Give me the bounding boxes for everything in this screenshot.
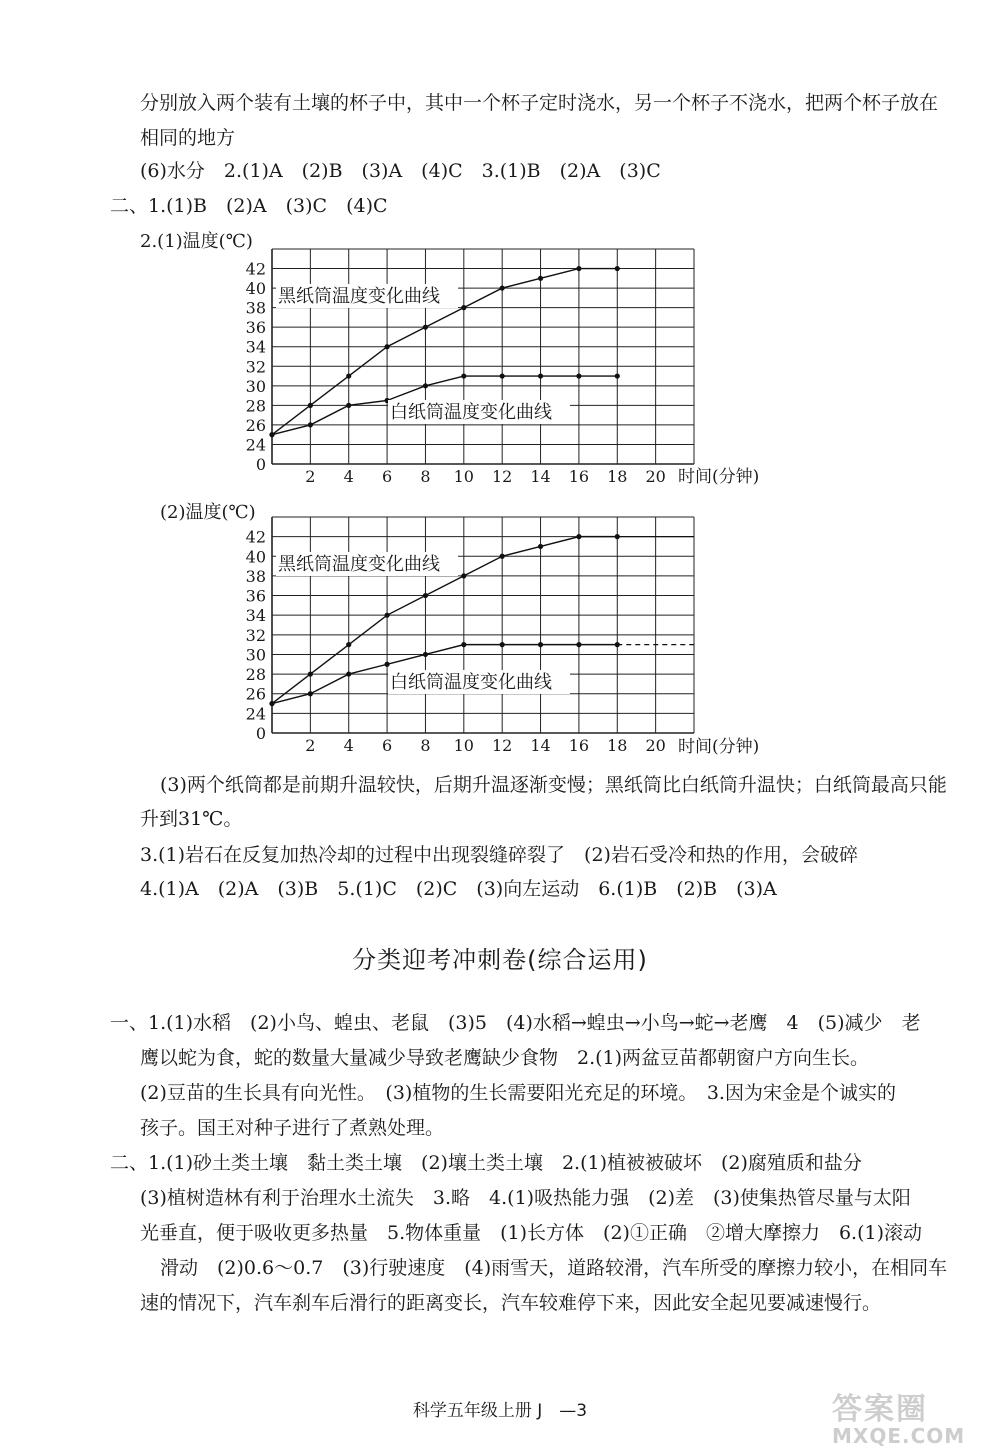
answer-line-6: 升到31℃。 <box>140 808 243 830</box>
chart-1-title: 2.(1)温度(℃) <box>140 231 253 252</box>
data-point <box>461 573 466 578</box>
data-point <box>576 266 581 271</box>
x-tick-label: 8 <box>420 467 431 486</box>
y-tick-label: 26 <box>245 684 266 704</box>
x-tick-label: 10 <box>453 467 474 486</box>
section-line-1: 一、1.(1)水稻 (2)小鸟、蝗虫、老鼠 (3)5 (4)水稻→蝗虫→小鸟→蛇→老鹰 4 (5)减少 老 <box>110 1012 921 1034</box>
answer-line-2: 相同的地方 <box>140 127 236 149</box>
x-tick-label: 12 <box>492 467 513 486</box>
y-tick-label: 42 <box>245 527 266 547</box>
data-point <box>576 373 581 378</box>
section-line-3: (2)豆苗的生长具有向光性。 (3)植物的生长需要阳光充足的环境。 3.因为宋金是个诚实的 <box>140 1082 896 1104</box>
x-tick-label: 18 <box>607 736 628 755</box>
data-point <box>346 403 351 408</box>
data-point <box>500 642 505 647</box>
data-point <box>576 642 581 647</box>
x-tick-label: 20 <box>645 736 666 755</box>
data-point <box>384 613 389 618</box>
x-tick-label: 2 <box>305 467 316 486</box>
answer-line-5: (3)两个纸筒都是前期升温较快，后期升温逐渐变慢；黑纸筒比白纸筒升温快；白纸筒最高只能 <box>160 774 947 796</box>
y-tick-label: 28 <box>245 665 266 685</box>
x-tick-label: 16 <box>568 736 590 755</box>
x-tick-label: 8 <box>420 736 431 755</box>
data-point <box>615 266 620 271</box>
y-tick-label: 24 <box>245 435 266 455</box>
data-point <box>308 422 313 427</box>
data-point <box>423 325 428 330</box>
black-curve-label: 黑纸筒温度变化曲线 <box>278 554 440 575</box>
data-point <box>538 276 543 281</box>
watermark-small: MXQE.COM <box>832 1424 966 1448</box>
chart-2-xlabel: 时间(分钟) <box>678 737 760 757</box>
data-point <box>461 305 466 310</box>
data-point <box>346 671 351 676</box>
y-tick-label: 26 <box>245 415 266 435</box>
data-point <box>384 344 389 349</box>
y-tick-label: 40 <box>245 279 266 299</box>
y-tick-label: 36 <box>245 318 266 338</box>
data-point <box>461 642 466 647</box>
data-point <box>346 373 351 378</box>
answer-line-7: 3.(1)岩石在反复加热冷却的过程中出现裂缝碎裂了 (2)岩石受冷和热的作用，会破碎 <box>140 844 858 866</box>
page-footer: 科学五年级上册 J —3 <box>412 1401 588 1421</box>
x-tick-label: 10 <box>453 736 474 755</box>
site-watermark <box>832 1384 982 1448</box>
y-tick-label: 42 <box>245 259 266 279</box>
answer-line-3: (6)水分 2.(1)A (2)B (3)A (4)C 3.(1)B (2)A (3)C <box>140 160 661 182</box>
watermark-big: 答案圈 <box>832 1392 928 1427</box>
y-tick-label: 0 <box>255 455 266 474</box>
data-point <box>384 662 389 667</box>
x-tick-label: 6 <box>381 467 393 486</box>
black-curve-label: 黑纸筒温度变化曲线 <box>278 286 440 307</box>
y-tick-label: 34 <box>245 337 266 357</box>
data-point <box>538 373 543 378</box>
y-tick-label: 32 <box>245 357 266 377</box>
answer-line-1: 分别放入两个装有土壤的杯子中，其中一个杯子定时浇水，另一个杯子不浇水，把两个杯子放在 <box>140 92 939 114</box>
data-point <box>500 554 505 559</box>
data-point <box>308 691 313 696</box>
data-point <box>500 373 505 378</box>
y-tick-label: 30 <box>245 645 266 665</box>
data-point <box>538 642 543 647</box>
section-line-8: 滑动 (2)0.6～0.7 (3)行驶速度 (4)雨雪天，道路较滑，汽车所受的摩擦力较小，在相同车 <box>160 1257 948 1279</box>
chart-1-temperature-curve <box>140 231 759 487</box>
x-tick-label: 4 <box>343 736 354 755</box>
x-tick-label: 14 <box>530 467 551 486</box>
x-tick-label: 2 <box>305 736 316 755</box>
y-tick-label: 38 <box>245 566 266 586</box>
x-tick-label: 20 <box>645 467 666 486</box>
y-tick-label: 36 <box>245 586 266 606</box>
x-tick-label: 16 <box>568 467 590 486</box>
section-line-9: 速的情况下，汽车刹车后滑行的距离变长，汽车较难停下来，因此安全起见要减速慢行。 <box>140 1292 882 1314</box>
y-tick-label: 0 <box>255 724 266 743</box>
y-tick-label: 38 <box>245 298 266 318</box>
chart-2-title: (2)温度(℃) <box>160 502 256 523</box>
answer-line-8: 4.(1)A (2)A (3)B 5.(1)C (2)C (3)向左运动 6.(1)B (2)B (3)A <box>140 878 777 900</box>
y-tick-label: 30 <box>245 376 266 396</box>
data-point <box>423 383 428 388</box>
y-tick-label: 34 <box>245 606 266 626</box>
section-title: 分类迎考冲刺卷(综合运用) <box>352 946 648 974</box>
x-tick-label: 4 <box>343 467 354 486</box>
x-tick-label: 14 <box>530 736 551 755</box>
data-point <box>308 403 313 408</box>
white-curve-label: 白纸筒温度变化曲线 <box>390 672 552 693</box>
y-tick-label: 28 <box>245 396 266 416</box>
data-point <box>500 285 505 290</box>
data-point <box>308 671 313 676</box>
data-point <box>269 701 274 706</box>
x-tick-label: 18 <box>607 467 628 486</box>
data-point <box>423 652 428 657</box>
y-tick-label: 32 <box>245 625 266 645</box>
section-line-6: (3)植树造林有利于治理水土流失 3.略 4.(1)吸热能力强 (2)差 (3)使集热管尽量与太阳 <box>140 1187 911 1209</box>
data-point <box>461 373 466 378</box>
data-point <box>576 534 581 539</box>
answer-line-4: 二、1.(1)B (2)A (3)C (4)C <box>110 195 388 217</box>
data-point <box>538 544 543 549</box>
x-tick-label: 12 <box>492 736 513 755</box>
data-point <box>423 593 428 598</box>
y-tick-label: 40 <box>245 547 266 567</box>
chart-1-xlabel: 时间(分钟) <box>678 467 760 487</box>
data-point <box>269 432 274 437</box>
white-curve-label: 白纸筒温度变化曲线 <box>390 402 552 423</box>
y-tick-label: 24 <box>245 704 266 724</box>
section-line-7: 光垂直，便于吸收更多热量 5.物体重量 (1)长方体 (2)①正确 ②增大摩擦力 6.(1)滚动 <box>140 1222 922 1244</box>
data-point <box>346 642 351 647</box>
data-point <box>615 373 620 378</box>
section-line-2: 鹰以蛇为食，蛇的数量大量减少导致老鹰缺少食物 2.(1)两盆豆苗都朝窗户方向生长。 <box>140 1047 870 1069</box>
section-line-5: 二、1.(1)砂土类土壤 黏土类土壤 (2)壤土类土壤 2.(1)植被被破坏 (2)腐殖质和盐分 <box>110 1152 862 1174</box>
section-line-4: 孩子。国王对种子进行了煮熟处理。 <box>140 1117 445 1139</box>
x-tick-label: 6 <box>381 736 393 755</box>
chart-2-temperature-curve <box>160 502 759 757</box>
